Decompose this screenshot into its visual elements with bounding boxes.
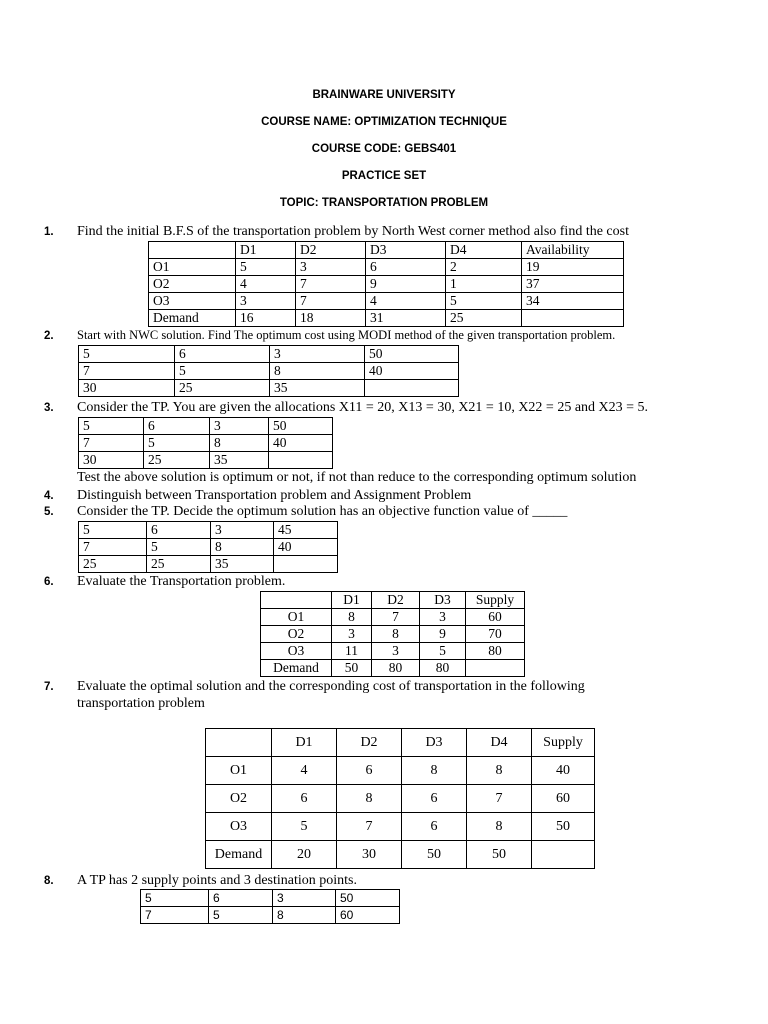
table-cell: 25 [79, 556, 147, 573]
table-row [261, 626, 525, 643]
table-row [261, 643, 525, 660]
table-cell: D3 [366, 242, 446, 259]
table-row [261, 660, 525, 677]
table-cell: 3 [420, 609, 466, 626]
table-cell: 80 [372, 660, 420, 677]
question-text-continued: transportation problem [77, 696, 205, 711]
table-cell: 9 [366, 276, 446, 293]
table-cell: 7 [467, 785, 532, 813]
table-cell: 80 [466, 643, 525, 660]
table-row [141, 907, 400, 924]
table-cell: O1 [261, 609, 332, 626]
table-cell: 3 [296, 259, 366, 276]
question-text: Distinguish between Transportation problem and Assignment Problem [77, 488, 472, 503]
table-cell: 80 [420, 660, 466, 677]
table-cell: 7 [79, 539, 147, 556]
question-text: A TP has 2 supply points and 3 destination points. [77, 873, 358, 888]
table-row [79, 539, 338, 556]
table-cell [365, 380, 459, 397]
question-text: Start with NWC solution. Find The optimum cost using MODI method of the given transportation problem. [77, 328, 616, 342]
course-code: COURSE CODE: GEBS401 [311, 143, 457, 155]
table-cell [532, 841, 595, 869]
question-number: 4. [44, 490, 54, 502]
question-text: Evaluate the optimal solution and the corresponding cost of transportation in the following [77, 679, 585, 694]
table-cell: 5 [79, 346, 175, 363]
table-cell: 6 [209, 890, 273, 907]
table-cell: 30 [79, 380, 175, 397]
table-cell: 40 [269, 435, 333, 452]
table-cell: 8 [467, 813, 532, 841]
university-name: BRAINWARE UNIVERSITY [312, 89, 456, 101]
table-row [206, 757, 595, 785]
table-cell: D3 [402, 729, 467, 757]
table-cell: 8 [332, 609, 372, 626]
table-cell: 5 [147, 539, 211, 556]
table-cell: 6 [402, 813, 467, 841]
table-cell: 34 [522, 293, 624, 310]
table-cell: D4 [446, 242, 522, 259]
table-cell: 50 [332, 660, 372, 677]
table-cell: 70 [466, 626, 525, 643]
table-cell [149, 242, 236, 259]
table-cell: D1 [272, 729, 337, 757]
table-cell: Availability [522, 242, 624, 259]
table-row [79, 380, 459, 397]
cost-table [148, 241, 624, 327]
table-cell: 1 [446, 276, 522, 293]
table-cell: D1 [332, 592, 372, 609]
table-cell [206, 729, 272, 757]
table-cell: O2 [206, 785, 272, 813]
table-cell [522, 310, 624, 327]
cost-table [78, 521, 338, 573]
table-row [149, 259, 624, 276]
table-cell: O3 [261, 643, 332, 660]
table-cell: 7 [141, 907, 209, 924]
table-cell: 7 [79, 435, 144, 452]
cost-table [260, 591, 525, 677]
table-row [149, 276, 624, 293]
table-cell: O2 [261, 626, 332, 643]
table-cell: O1 [149, 259, 236, 276]
question-number: 3. [44, 402, 54, 414]
table-cell: 3 [273, 890, 336, 907]
table-cell: 5 [209, 907, 273, 924]
table-cell: 5 [141, 890, 209, 907]
table-cell: 5 [79, 418, 144, 435]
table-cell: D2 [296, 242, 366, 259]
table-cell: 50 [336, 890, 400, 907]
question-number: 8. [44, 875, 54, 887]
table-row [206, 785, 595, 813]
table-cell: 6 [272, 785, 337, 813]
table-cell: D2 [372, 592, 420, 609]
question-number: 6. [44, 576, 54, 588]
question-text: Find the initial B.F.S of the transportation problem by North West corner method also find the cost [77, 224, 629, 239]
table-cell: 19 [522, 259, 624, 276]
question-text: Consider the TP. Decide the optimum solution has an objective function value of _____ [77, 504, 568, 519]
table-row [79, 435, 333, 452]
table-cell: 3 [332, 626, 372, 643]
table-cell: 60 [466, 609, 525, 626]
table-cell: 7 [296, 293, 366, 310]
cost-table [78, 345, 459, 397]
table-cell: 3 [372, 643, 420, 660]
question-text: Evaluate the Transportation problem. [77, 574, 286, 589]
table-cell [466, 660, 525, 677]
table-cell: 3 [211, 522, 274, 539]
table-row [149, 242, 624, 259]
table-cell: 3 [210, 418, 269, 435]
table-cell: O2 [149, 276, 236, 293]
table-cell: 3 [270, 346, 365, 363]
cost-table [205, 728, 595, 869]
table-row [79, 418, 333, 435]
cost-table [140, 889, 400, 924]
table-cell: 8 [467, 757, 532, 785]
table-row [79, 346, 459, 363]
table-cell: 5 [144, 435, 210, 452]
table-cell: 50 [467, 841, 532, 869]
table-cell: 25 [147, 556, 211, 573]
table-cell: 45 [274, 522, 338, 539]
table-cell: O3 [206, 813, 272, 841]
table-cell: 5 [446, 293, 522, 310]
table-cell: 7 [79, 363, 175, 380]
table-row [141, 890, 400, 907]
table-cell: 9 [420, 626, 466, 643]
table-cell: 60 [532, 785, 595, 813]
table-cell: Supply [466, 592, 525, 609]
table-cell: 5 [272, 813, 337, 841]
table-cell: O1 [206, 757, 272, 785]
table-cell: 40 [532, 757, 595, 785]
table-cell: 6 [144, 418, 210, 435]
table-row [206, 813, 595, 841]
table-cell: 25 [144, 452, 210, 469]
table-cell: 4 [272, 757, 337, 785]
table-row [149, 310, 624, 327]
table-cell: 5 [175, 363, 270, 380]
table-cell: 30 [79, 452, 144, 469]
table-cell: 6 [366, 259, 446, 276]
table-cell: 8 [337, 785, 402, 813]
table-cell: 25 [446, 310, 522, 327]
table-cell: Demand [206, 841, 272, 869]
table-cell: 8 [273, 907, 336, 924]
topic-title: TOPIC: TRANSPORTATION PROBLEM [279, 197, 489, 209]
table-cell: 50 [532, 813, 595, 841]
table-row [261, 592, 525, 609]
table-cell: O3 [149, 293, 236, 310]
table-cell: 4 [236, 276, 296, 293]
table-row [206, 729, 595, 757]
question-number: 2. [44, 330, 54, 342]
table-cell: 7 [372, 609, 420, 626]
table-row [149, 293, 624, 310]
table-cell: 20 [272, 841, 337, 869]
table-cell: 7 [296, 276, 366, 293]
table-cell: 5 [236, 259, 296, 276]
table-cell [261, 592, 332, 609]
table-row [206, 841, 595, 869]
table-cell: 8 [372, 626, 420, 643]
table-cell: 2 [446, 259, 522, 276]
table-cell: 37 [522, 276, 624, 293]
cost-table [78, 417, 333, 469]
table-cell: 11 [332, 643, 372, 660]
table-row [79, 556, 338, 573]
table-cell [274, 556, 338, 573]
table-cell: 5 [420, 643, 466, 660]
table-cell: 50 [365, 346, 459, 363]
table-cell: 31 [366, 310, 446, 327]
table-cell: D4 [467, 729, 532, 757]
table-cell: D1 [236, 242, 296, 259]
table-row [261, 609, 525, 626]
table-cell: 35 [211, 556, 274, 573]
table-cell: 50 [269, 418, 333, 435]
question-number: 7. [44, 681, 54, 693]
table-cell: 40 [365, 363, 459, 380]
table-cell: 35 [210, 452, 269, 469]
table-cell: 40 [274, 539, 338, 556]
table-cell: Demand [149, 310, 236, 327]
question-followup-text: Test the above solution is optimum or not, if not than reduce to the corresponding optimum solution [77, 470, 637, 485]
table-cell: 4 [366, 293, 446, 310]
question-number: 1. [44, 226, 54, 238]
table-cell: 8 [211, 539, 274, 556]
table-cell: 6 [175, 346, 270, 363]
table-cell: 6 [147, 522, 211, 539]
table-cell: 16 [236, 310, 296, 327]
table-cell: 30 [337, 841, 402, 869]
table-cell: 18 [296, 310, 366, 327]
practice-set-title: PRACTICE SET [341, 170, 427, 182]
table-cell: 8 [210, 435, 269, 452]
table-cell: 35 [270, 380, 365, 397]
table-cell: 8 [270, 363, 365, 380]
table-cell [269, 452, 333, 469]
table-cell: 50 [402, 841, 467, 869]
course-name: COURSE NAME: OPTIMIZATION TECHNIQUE [261, 116, 507, 128]
question-number: 5. [44, 506, 54, 518]
table-cell: 25 [175, 380, 270, 397]
table-cell: 6 [337, 757, 402, 785]
table-cell: 60 [336, 907, 400, 924]
table-cell: 5 [79, 522, 147, 539]
table-cell: 7 [337, 813, 402, 841]
table-cell: Supply [532, 729, 595, 757]
table-row [79, 363, 459, 380]
table-row [79, 452, 333, 469]
table-cell: 3 [236, 293, 296, 310]
table-cell: Demand [261, 660, 332, 677]
table-cell: 6 [402, 785, 467, 813]
table-cell: 8 [402, 757, 467, 785]
table-cell: D3 [420, 592, 466, 609]
question-text: Consider the TP. You are given the allocations X11 = 20, X13 = 30, X21 = 10, X22 = 25 and X23 = 5. [77, 400, 649, 415]
table-cell: D2 [337, 729, 402, 757]
table-row [79, 522, 338, 539]
